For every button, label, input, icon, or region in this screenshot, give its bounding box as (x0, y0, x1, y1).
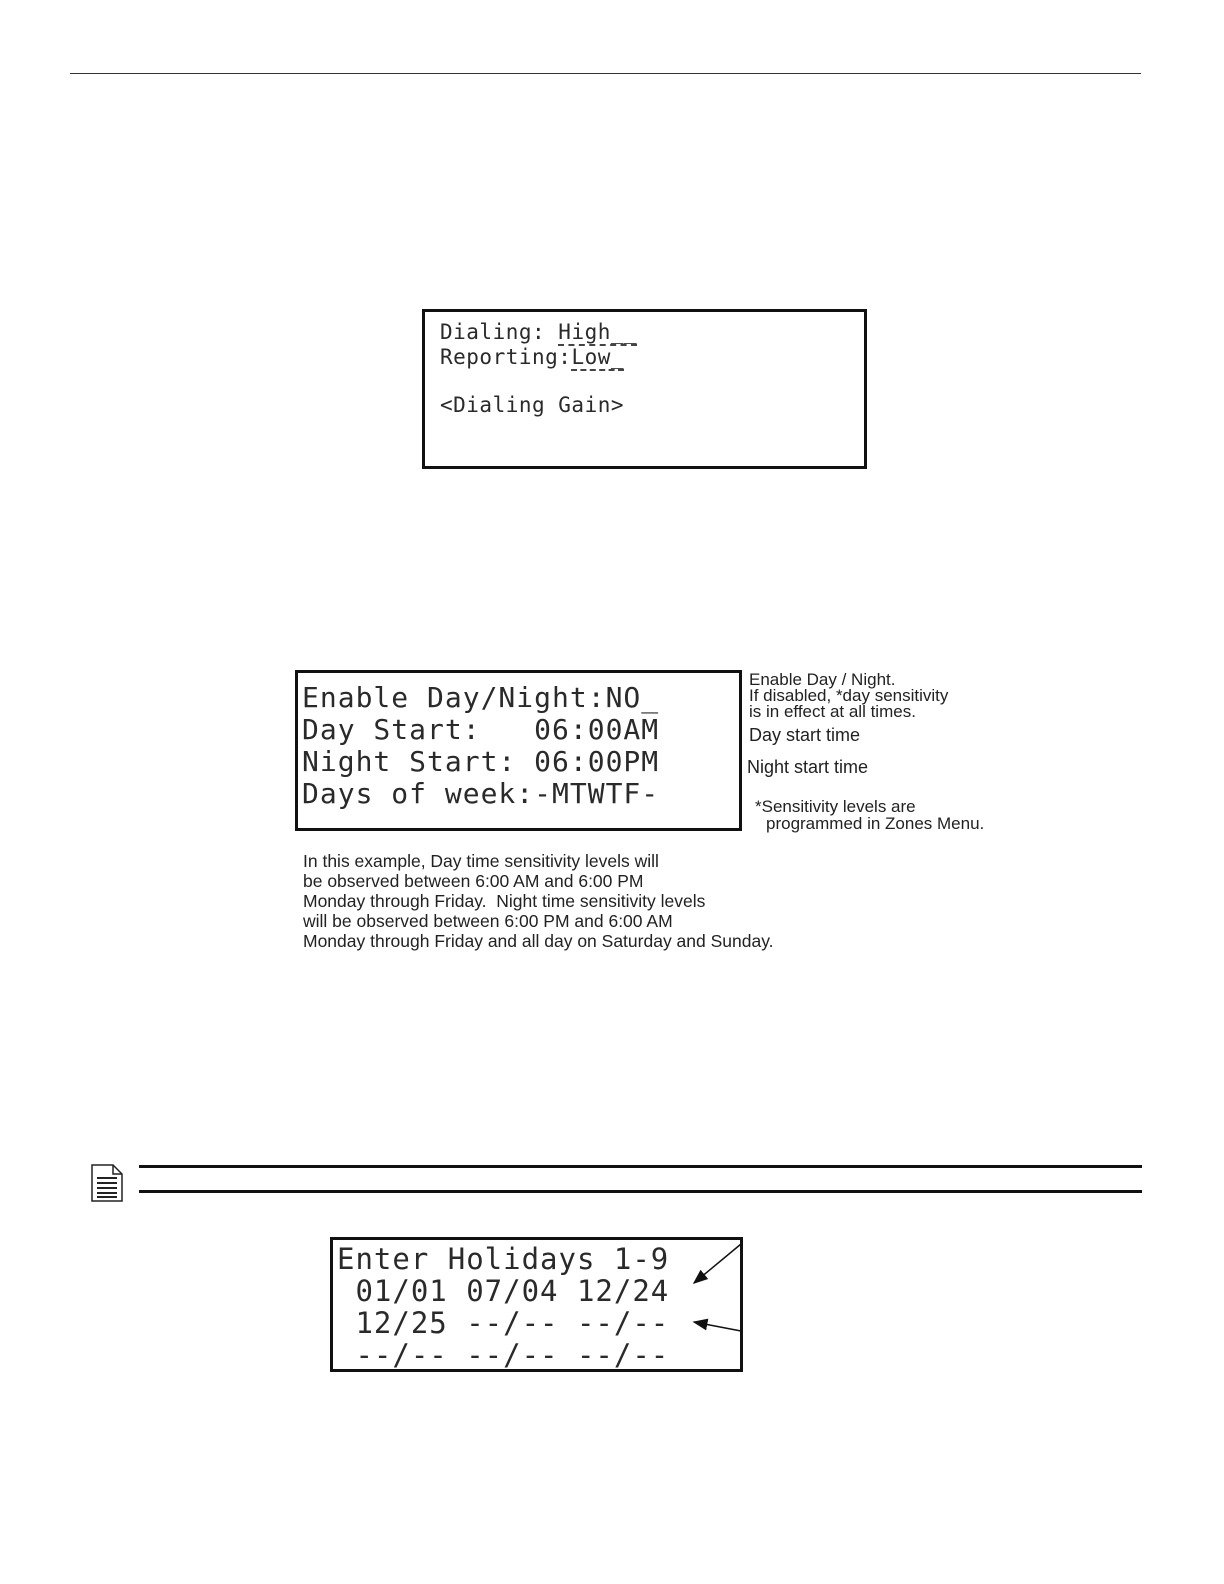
callout-enable-line3: is in effect at all times. (749, 702, 916, 721)
callout-night-start: Night start time (747, 757, 869, 777)
dialing-label: Dialing: (440, 320, 559, 344)
enable-day-night-line: Enable Day/Night:NO_ (302, 681, 660, 714)
example-line: Monday through Friday. Night time sensitivity levels (303, 891, 706, 911)
example-line: will be observed between 6:00 PM and 6:00 AM (303, 911, 673, 931)
dialing-gain-title: <Dialing Gain> (440, 393, 625, 417)
arrow-to-empty-holiday (694, 1322, 741, 1331)
example-line: In this example, Day time sensitivity levels will (303, 851, 659, 871)
day-start-line: Day Start: 06:00AM (302, 713, 660, 746)
night-start-line: Night Start: 06:00PM (302, 745, 660, 778)
callout-enable-title: Enable Day / Night. (749, 670, 896, 689)
callout-day-start: Day start time (749, 725, 861, 745)
arrow-to-holiday-1224 (694, 1244, 741, 1283)
callout-sensitivity-line1: *Sensitivity levels are (755, 797, 916, 816)
dialing-value: High__ (558, 320, 638, 344)
callout-enable-line2: If disabled, *day sensitivity (749, 686, 949, 705)
holidays-row-3: --/-- --/-- --/-- (337, 1338, 670, 1372)
example-line: Monday through Friday and all day on Saturday and Sunday. (303, 931, 774, 951)
holidays-row-1: 01/01 07/04 12/24 (337, 1274, 670, 1308)
holidays-title: Enter Holidays 1-9 (337, 1242, 670, 1276)
reporting-label: Reporting: (440, 345, 572, 369)
reporting-value: Low_ (571, 345, 625, 369)
days-of-week-line: Days of week:-MTWTF- (302, 777, 660, 810)
holidays-row-2: 12/25 --/-- --/-- (337, 1306, 670, 1340)
example-line: be observed between 6:00 AM and 6:00 PM (303, 871, 644, 891)
callout-sensitivity-line2: programmed in Zones Menu. (766, 814, 985, 833)
